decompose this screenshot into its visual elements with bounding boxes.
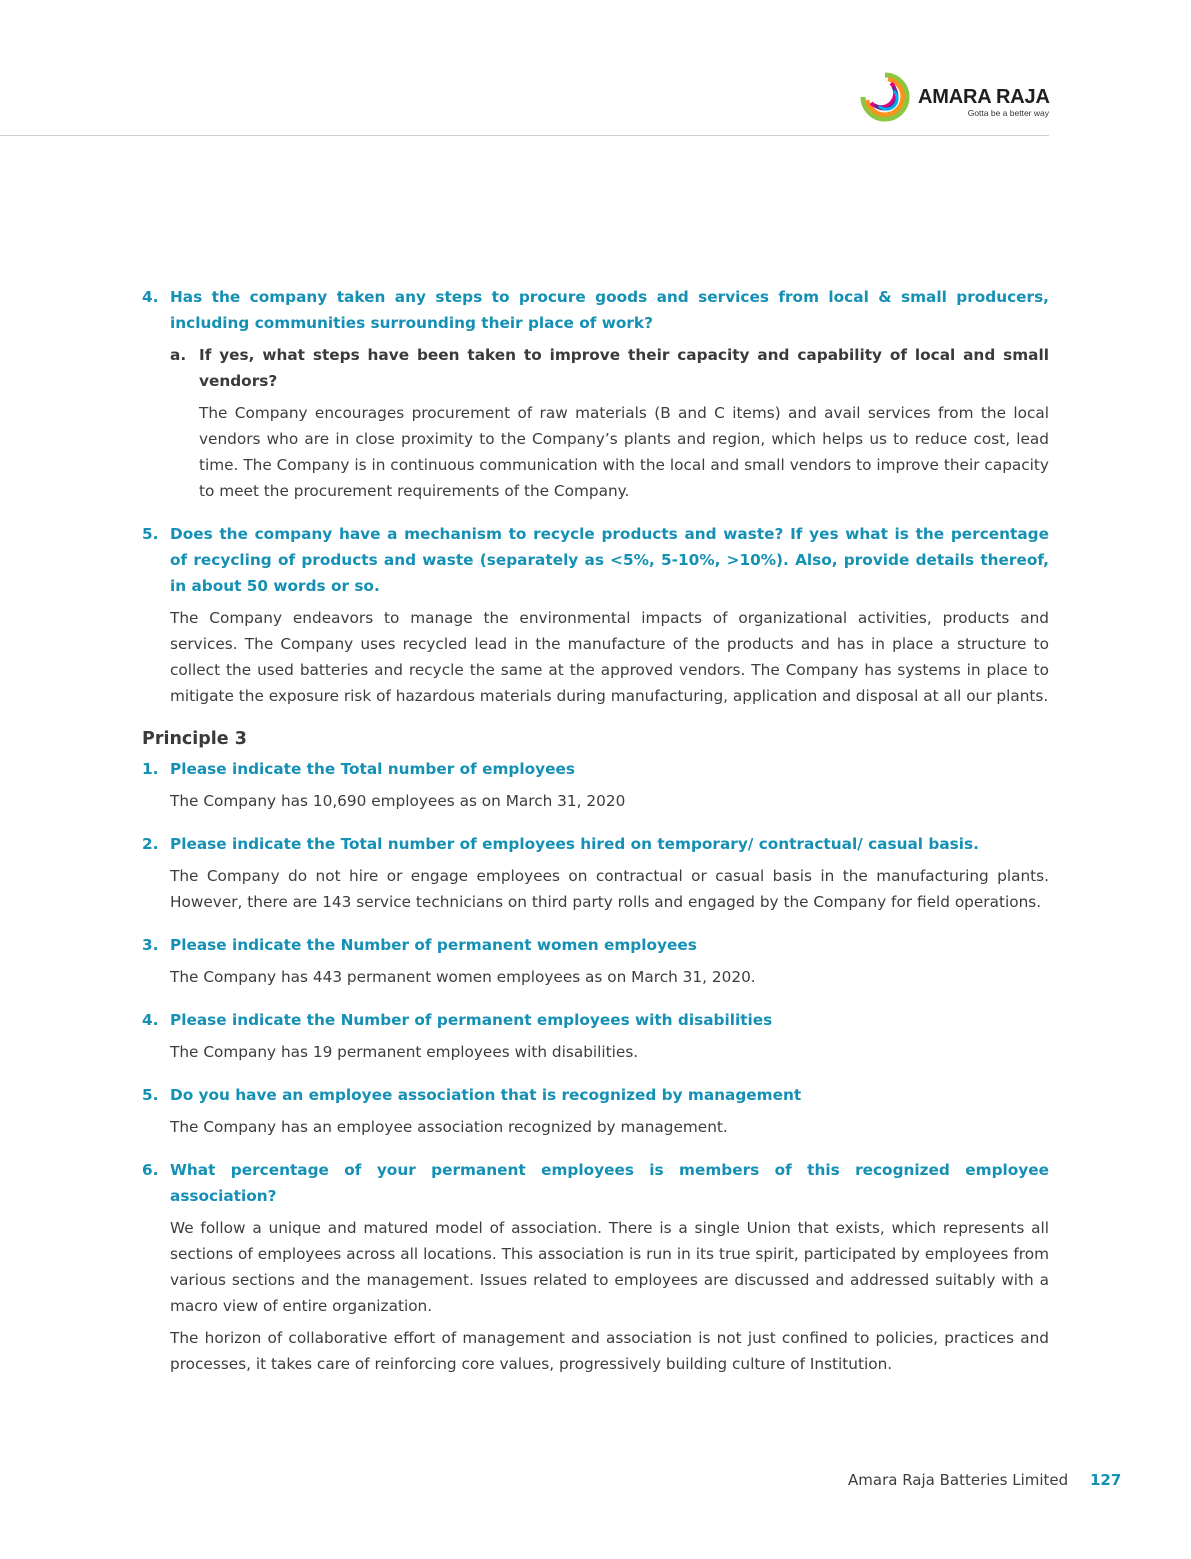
question-number: 4.	[142, 1011, 159, 1029]
sub-question	[142, 342, 1049, 394]
question-block	[142, 1157, 1049, 1377]
question-block	[142, 284, 1049, 504]
brand-tagline: Gotta be a better way	[967, 108, 1049, 118]
page-content	[142, 284, 1049, 1394]
question-block	[142, 932, 1049, 990]
answer-text: The Company has 443 permanent women employees as on March 31, 2020.	[170, 968, 756, 986]
question	[142, 284, 1049, 336]
question	[142, 756, 1049, 782]
question-text: Do you have an employee association that is recognized by management	[170, 1086, 802, 1104]
question	[142, 831, 1049, 857]
question-number: 4.	[142, 288, 159, 306]
answer-text: We follow a unique and matured model of association. There is a single Union that exists, which represents all sections of employees across all locations. This association is run in its true spirit, participated by employees from various sections and the management. Issues related to employees are discussed and addressed suitably with a macro view of entire organization.	[170, 1219, 1049, 1315]
answer-text: The Company endeavors to manage the environmental impacts of organizational activities, products and services. The Company uses recycled lead in the manufacture of the products and has in place a structure to collect the used batteries and recycle the same at the approved vendors. The Company has systems in place to mitigate the exposure risk of hazardous materials during manufacturing, application and disposal at all our plants.	[170, 609, 1049, 705]
question-block	[142, 1007, 1049, 1065]
question-text: Has the company taken any steps to procure goods and services from local & small producers, including communities surrounding their place of work?	[170, 288, 1049, 332]
question	[142, 1157, 1049, 1209]
question-number: 5.	[142, 525, 159, 543]
answer-text: The Company has an employee association recognized by management.	[170, 1118, 728, 1136]
question	[142, 1082, 1049, 1108]
logo-swirl-icon	[858, 70, 912, 124]
question	[142, 1007, 1049, 1033]
question-block	[142, 521, 1049, 709]
question-text: Please indicate the Total number of employees	[170, 760, 575, 778]
answer-text: The horizon of collaborative effort of management and association is not just confined to policies, practices and processes, it takes care of reinforcing core values, progressively building culture of Institution.	[170, 1329, 1049, 1373]
question-number: 3.	[142, 936, 159, 954]
question-block	[142, 756, 1049, 814]
sub-question-letter: a.	[170, 346, 187, 364]
question-text: What percentage of your permanent employees is members of this recognized employee association?	[170, 1161, 1049, 1205]
question-number: 2.	[142, 835, 159, 853]
answer-text: The Company has 19 permanent employees with disabilities.	[170, 1043, 639, 1061]
question-text: Does the company have a mechanism to recycle products and waste? If yes what is the percentage of recycling of products and waste (separately as <5%, 5-10%, >10%). Also, provide details thereof, in about 50 words or so.	[170, 525, 1049, 595]
question-text: Please indicate the Number of permanent employees with disabilities	[170, 1011, 773, 1029]
question-block	[142, 1082, 1049, 1140]
answer-text: The Company encourages procurement of raw materials (B and C items) and avail services from the local vendors who are in close proximity to the Company’s plants and region, which helps us to reduce cost, lead time. The Company is in continuous communication with the local and small vendors to improve their capacity to meet the procurement requirements of the Company.	[199, 404, 1049, 500]
page-number: 127	[1090, 1471, 1122, 1489]
answer-text: The Company has 10,690 employees as on March 31, 2020	[170, 792, 626, 810]
footer-company-name: Amara Raja Batteries Limited	[848, 1471, 1069, 1489]
answer-text: The Company do not hire or engage employees on contractual or casual basis in the manufacturing plants. However, there are 143 service technicians on third party rolls and engaged by the Company for field operations.	[170, 867, 1049, 911]
brand-name: AMARA RAJA	[918, 86, 1050, 108]
question-number: 6.	[142, 1161, 159, 1179]
sub-question-text: If yes, what steps have been taken to improve their capacity and capability of local and small vendors?	[199, 346, 1049, 390]
question	[142, 521, 1049, 599]
company-logo	[858, 70, 1053, 125]
question-text: Please indicate the Number of permanent women employees	[170, 936, 697, 954]
question-block	[142, 831, 1049, 915]
question-text: Please indicate the Total number of employees hired on temporary/ contractual/ casual basis.	[170, 835, 979, 853]
header-divider	[0, 135, 1049, 136]
principle-heading: Principle 3	[142, 729, 247, 749]
question-number: 1.	[142, 760, 159, 778]
question-number: 5.	[142, 1086, 159, 1104]
question	[142, 932, 1049, 958]
